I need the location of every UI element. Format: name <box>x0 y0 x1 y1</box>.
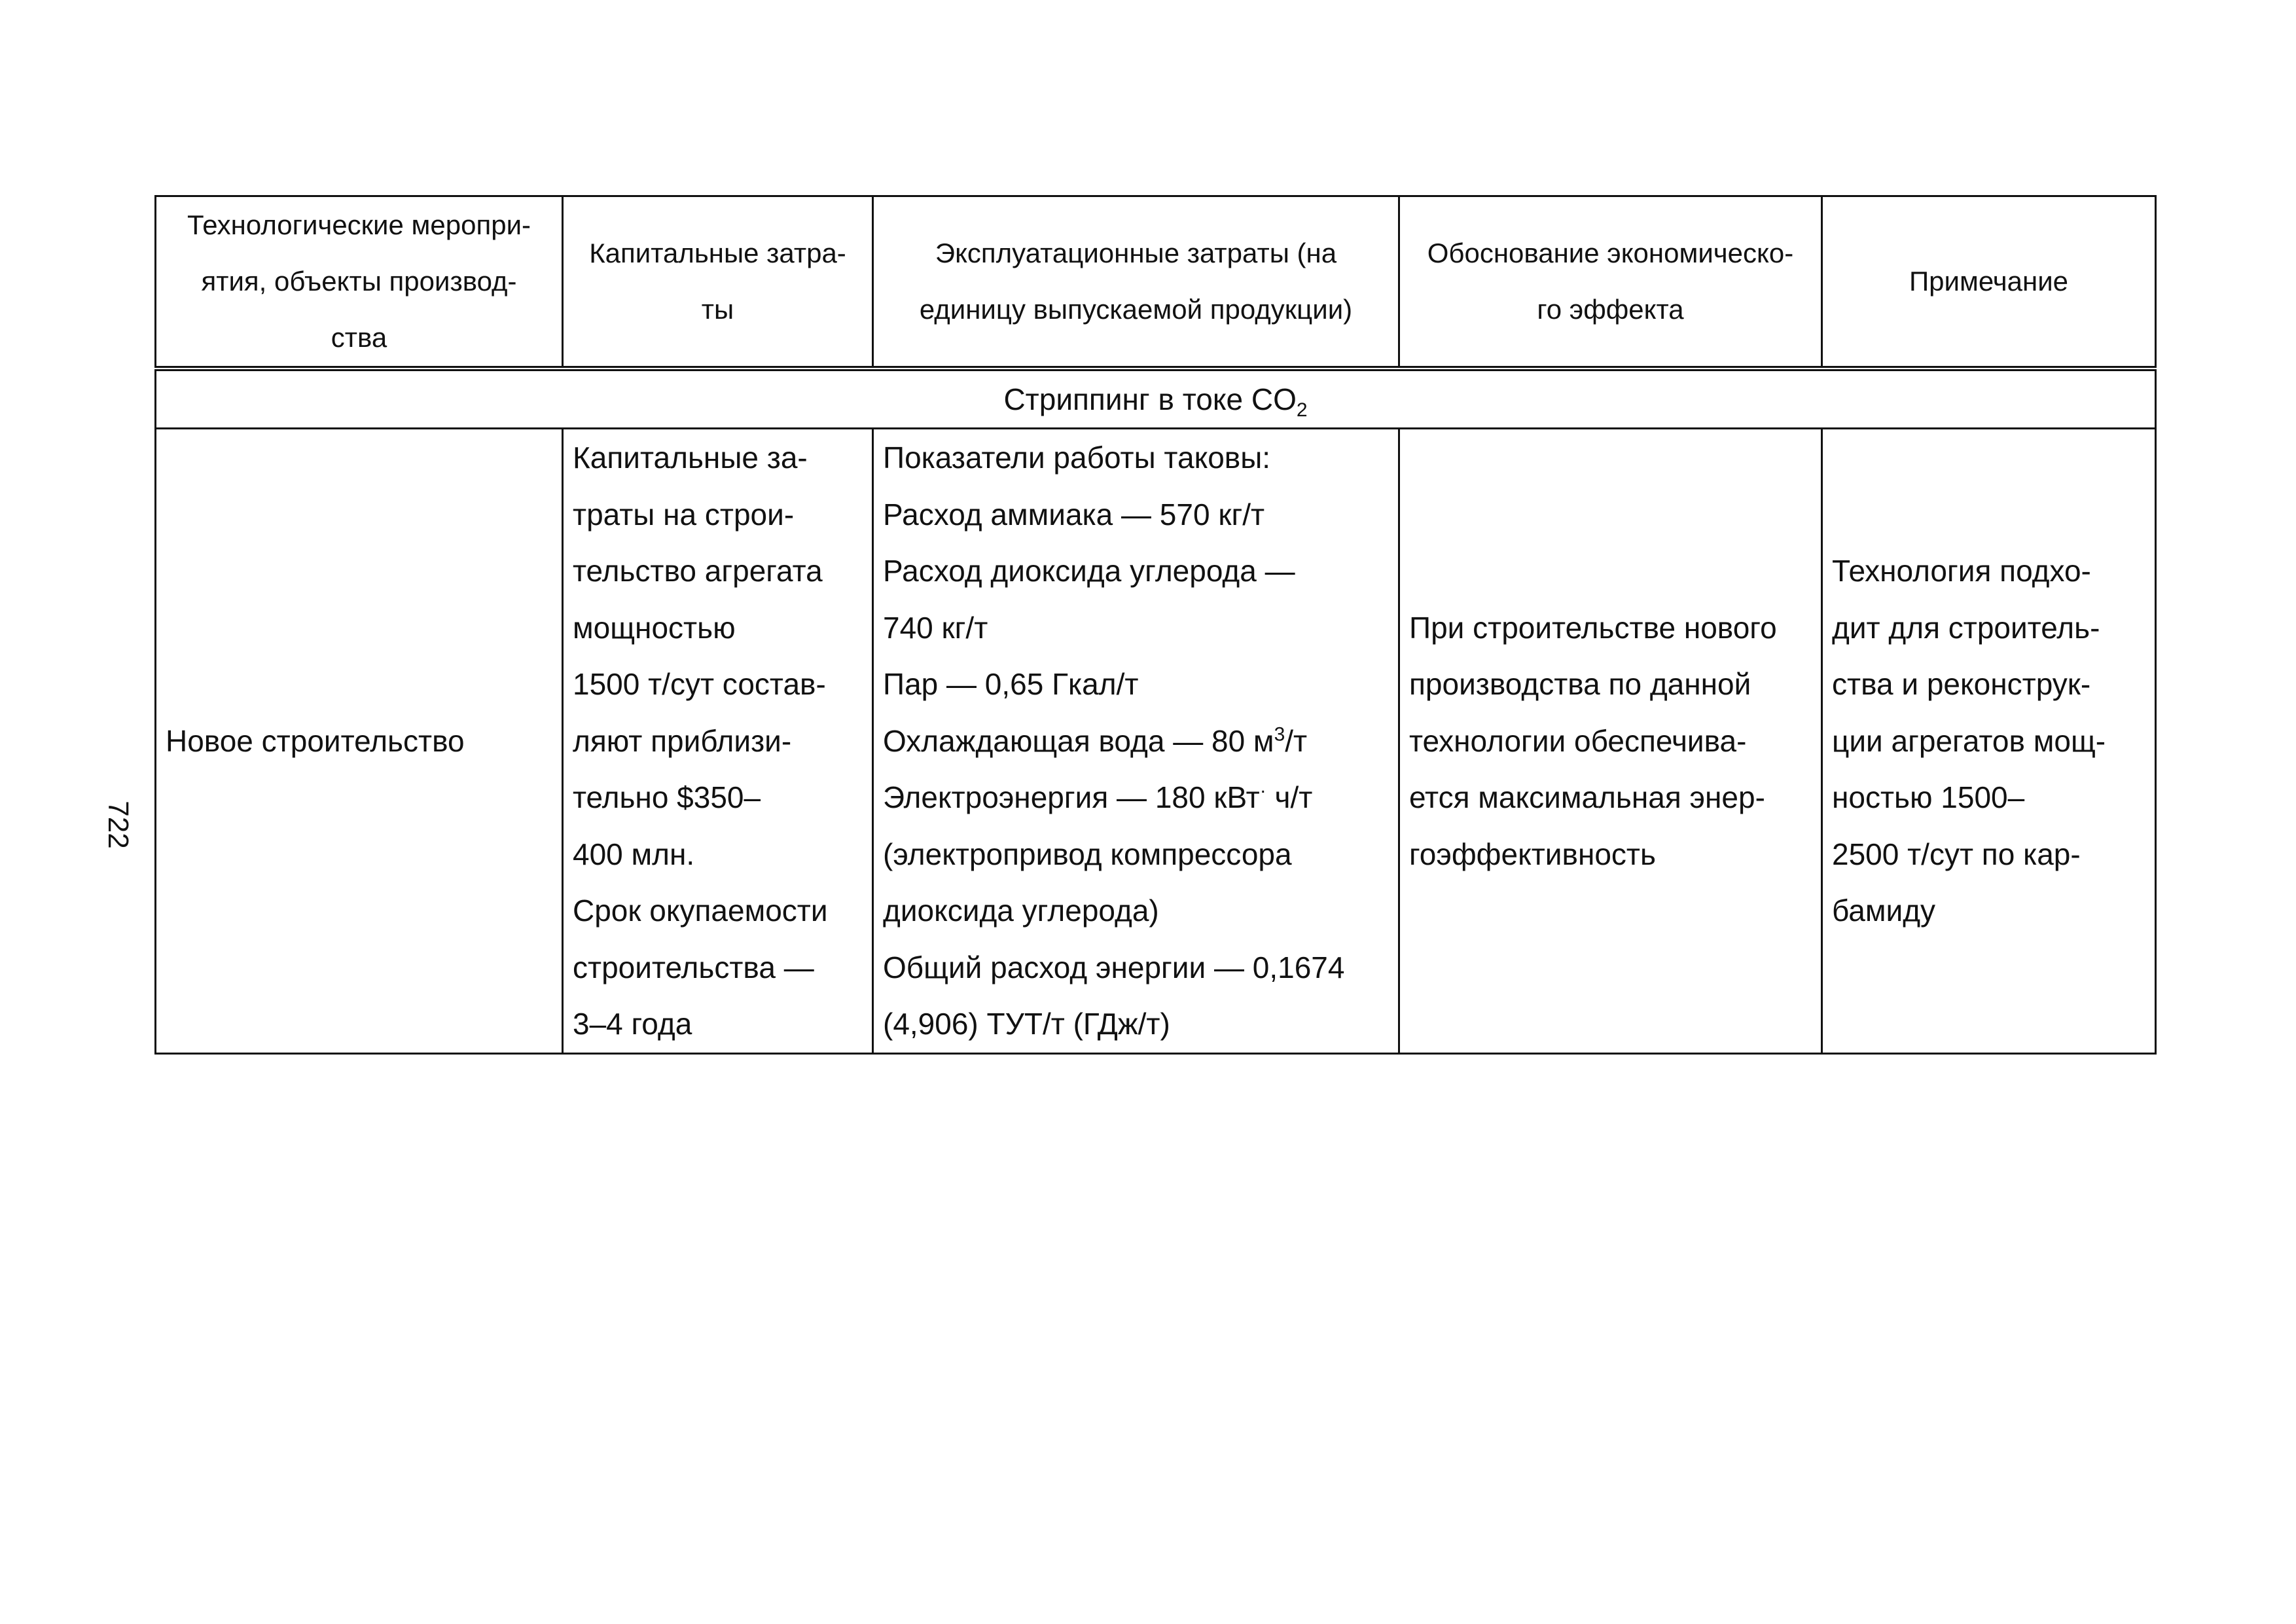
header-text-line: ства <box>331 322 387 353</box>
header-capital-costs <box>563 196 873 369</box>
cell-text-line: 740 кг/т <box>883 610 988 645</box>
cell-text-line: гоэффективность <box>1409 837 1656 871</box>
cell-text-line: (электропривод компрессора <box>883 837 1292 871</box>
cell-note <box>1822 429 2156 1054</box>
header-text-line: единицу выпускаемой продукции) <box>919 294 1353 325</box>
cell-measures <box>156 429 563 1054</box>
cell-text-line: 1500 т/сут состав- <box>573 667 826 701</box>
cell-text-line: Новое строительство <box>166 723 465 758</box>
cell-text-line: ства и реконструк- <box>1832 667 2091 701</box>
cell-text-line: Расход аммиака — 570 кг/т <box>883 497 1265 532</box>
cell-text-line: тельство агрегата <box>573 554 823 588</box>
cell-text-line: мощностью <box>573 610 736 645</box>
cell-text-line: Срок окупаемости <box>573 893 828 928</box>
superscript: · <box>1259 780 1266 802</box>
header-text-line: Эксплуатационные затраты (на <box>935 238 1337 268</box>
cell-text-line: 2500 т/сут по кар- <box>1832 837 2081 871</box>
cell-operating-costs <box>873 429 1399 1054</box>
cell-text-line <box>883 769 1389 826</box>
header-text-line: Капитальные затра- <box>589 238 846 268</box>
cell-text-line: технологии обеспечива- <box>1409 723 1747 758</box>
header-economic-effect <box>1399 196 1822 369</box>
cell-text-line <box>883 713 1389 770</box>
superscript: 3 <box>1274 723 1285 746</box>
cell-text-line: Общий расход энергии — 0,1674 <box>883 950 1345 984</box>
cell-text-fragment: Охлаждающая вода — 80 м <box>883 723 1274 758</box>
header-text-line: Обоснование экономическо- <box>1427 238 1794 268</box>
header-note <box>1822 196 2156 369</box>
header-text-line: ятия, объекты производ- <box>201 266 517 297</box>
cell-text-line: Расход диоксида углерода — <box>883 554 1295 588</box>
cell-text-fragment: /т <box>1285 723 1308 758</box>
cell-text-line: Технология подхо- <box>1832 554 2091 588</box>
cell-text-line: диоксида углерода) <box>883 893 1159 928</box>
cell-text-line: Капитальные за- <box>573 441 808 475</box>
cell-text-line: 3–4 года <box>573 1007 692 1041</box>
cell-capital-costs <box>563 429 873 1054</box>
header-text-line: Технологические меропри- <box>187 209 531 240</box>
table-header-row <box>156 196 2156 369</box>
cell-text-line: дит для строитель- <box>1832 610 2100 645</box>
header-text-line: ты <box>701 294 734 325</box>
cell-text-line: бамиду <box>1832 893 1936 928</box>
cell-text-line: Показатели работы таковы: <box>883 441 1271 475</box>
header-text-line: го эффекта <box>1537 294 1684 325</box>
cell-text-line: строительства — <box>573 950 814 984</box>
section-title-subscript: 2 <box>1296 399 1308 422</box>
table-row <box>156 429 2156 1054</box>
cell-text-line: Пар — 0,65 Гкал/т <box>883 667 1139 701</box>
cell-text-line: ляют приблизи- <box>573 723 792 758</box>
section-row <box>156 369 2156 429</box>
section-title <box>156 369 2156 429</box>
cell-text-line: При строительстве нового <box>1409 610 1777 645</box>
cell-text-line: производства по данной <box>1409 667 1751 701</box>
cell-text-line: ностью 1500– <box>1832 780 2025 814</box>
header-operating-costs <box>873 196 1399 369</box>
cell-economic-effect <box>1399 429 1822 1054</box>
cell-text-line: тельно $350– <box>573 780 761 814</box>
header-measures <box>156 196 563 369</box>
cell-text-line: (4,906) ТУТ/т (ГДж/т) <box>883 1007 1170 1041</box>
cell-text-fragment: ч/т <box>1266 780 1313 814</box>
page-number: 722 <box>102 801 134 849</box>
header-text-line: Примечание <box>1909 266 2069 297</box>
section-title-text: Стриппинг в токе CO <box>1003 382 1297 416</box>
data-table <box>154 195 2157 1055</box>
cell-text-line: траты на строи- <box>573 497 795 532</box>
cell-text-line: ции агрегатов мощ- <box>1832 723 2106 758</box>
cell-text-line: ется максимальная энер- <box>1409 780 1765 814</box>
cell-text-fragment: Электроэнергия — 180 кВт <box>883 780 1260 814</box>
cell-text-line: 400 млн. <box>573 837 695 871</box>
